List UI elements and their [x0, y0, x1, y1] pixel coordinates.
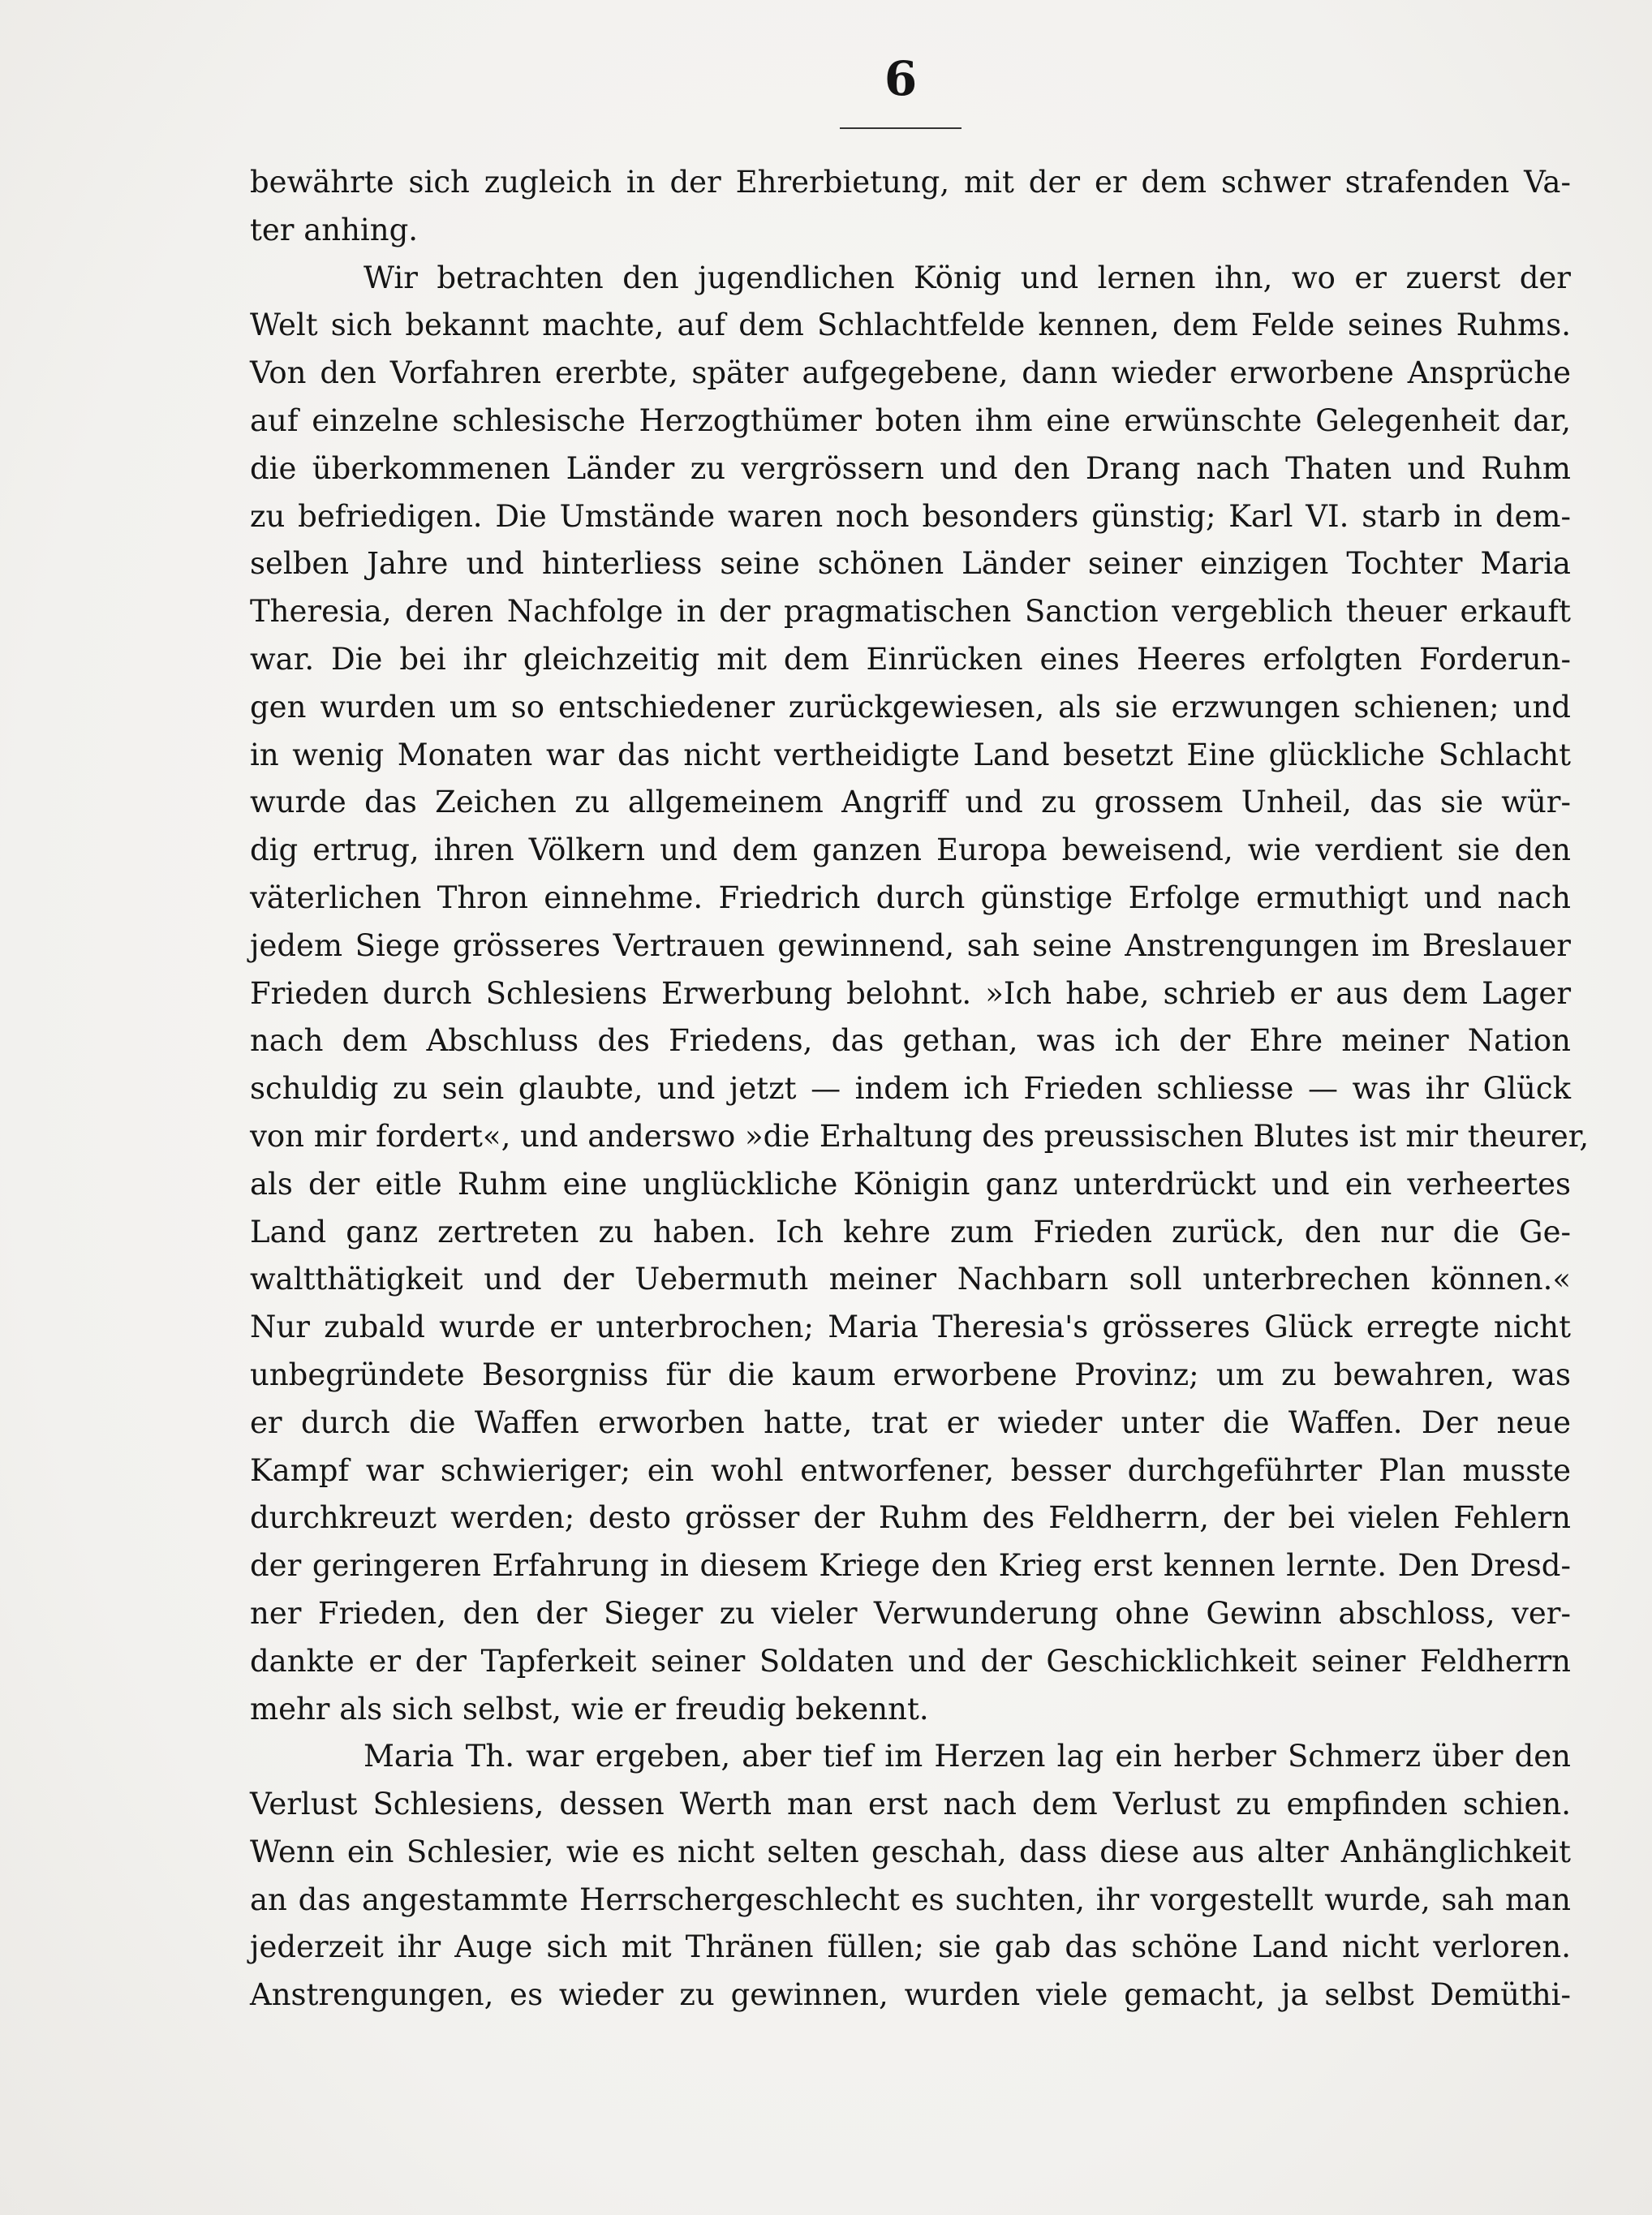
text-line: Welt sich bekannt machte, auf dem Schlachtfelde kennen, dem Felde seines Ruhms.: [250, 308, 1571, 343]
text-line: dankte er der Tapferkeit seiner Soldaten und der Geschicklichkeit seiner Feldherrn: [250, 1643, 1571, 1679]
page-number: 6: [884, 51, 918, 106]
text-line: die überkommenen Länder zu vergrössern und den Drang nach Thaten und Ruhm: [250, 450, 1571, 486]
text-line: bewährte sich zugleich in der Ehrerbietung, mit der er dem schwer strafenden Va-: [250, 165, 1571, 200]
text-line: zu befriedigen. Die Umstände waren noch besonders günstig; Karl VI. starb in dem-: [250, 498, 1571, 534]
text-line: in wenig Monaten war das nicht vertheidigte Land besetzt Eine glückliche Schlacht: [250, 737, 1571, 772]
text-line: Wenn ein Schlesier, wie es nicht selten geschah, dass diese aus alter Anhänglichkeit: [250, 1834, 1571, 1869]
page-number-rule: [840, 127, 962, 129]
text-line: ner Frieden, den der Sieger zu vieler Verwunderung ohne Gewinn abschloss, ver-: [250, 1595, 1571, 1631]
text-line: Land ganz zertreten zu haben. Ich kehre zum Frieden zurück, den nur die Ge-: [250, 1214, 1571, 1249]
text-line: er durch die Waffen erworben hatte, trat er wieder unter die Waffen. Der neue: [250, 1404, 1571, 1440]
text-line: auf einzelne schlesische Herzogthümer boten ihm eine erwünschte Gelegenheit dar,: [250, 402, 1571, 438]
text-line: waltthätigkeit und der Uebermuth meiner Nachbarn soll unterbrechen können.«: [250, 1262, 1571, 1297]
text-line: jedem Siege grösseres Vertrauen gewinnend, sah seine Anstrengungen im Breslauer: [250, 927, 1571, 963]
text-line: Maria Th. war ergeben, aber tief im Herzen lag ein herber Schmerz über den: [364, 1739, 1571, 1774]
text-line: gen wurden um so entschiedener zurückgewiesen, als sie erzwungen schienen; und: [250, 689, 1571, 725]
text-line: der geringeren Erfahrung in diesem Kriege den Krieg erst kennen lernte. Den Dresd-: [250, 1548, 1571, 1584]
body-text: [250, 159, 1590, 2019]
text-line: Nur zubald wurde er unterbrochen; Maria Theresia's grösseres Glück erregte nicht: [250, 1310, 1571, 1345]
text-line: Anstrengungen, es wieder zu gewinnen, wurden viele gemacht, ja selbst Demüthi-: [250, 1977, 1571, 2013]
text-line: als der eitle Ruhm eine unglückliche Königin ganz unterdrückt und ein verheertes: [250, 1166, 1571, 1202]
text-line: wurde das Zeichen zu allgemeinem Angriff und zu grossem Unheil, das sie wür-: [250, 785, 1571, 820]
text-line: dig ertrug, ihren Völkern und dem ganzen Europa beweisend, wie verdient sie den: [250, 832, 1571, 868]
text-line: jederzeit ihr Auge sich mit Thränen füllen; sie gab das schöne Land nicht verloren.: [250, 1929, 1571, 1965]
text-line: väterlichen Thron einnehme. Friedrich durch günstige Erfolge ermuthigt und nach: [250, 880, 1571, 915]
text-line: Wir betrachten den jugendlichen König und lernen ihn, wo er zuerst der: [364, 260, 1571, 295]
text-line: selben Jahre und hinterliess seine schönen Länder seiner einzigen Tochter Maria: [250, 546, 1571, 582]
text-line: von mir fordert«, und anderswo »die Erhaltung des preussischen Blutes ist mir theurer,: [250, 1118, 1590, 1154]
text-line: Theresia, deren Nachfolge in der pragmatischen Sanction vergeblich theuer erkauft: [250, 594, 1571, 630]
text-line: ter anhing.: [250, 212, 419, 247]
text-line: Von den Vorfahren ererbte, später aufgegebene, dann wieder erworbene Ansprüche: [250, 355, 1571, 391]
text-line: nach dem Abschluss des Friedens, das gethan, was ich der Ehre meiner Nation: [250, 1023, 1571, 1059]
text-line: mehr als sich selbst, wie er freudig bekennt.: [250, 1691, 929, 1727]
text-line: durchkreuzt werden; desto grösser der Ruhm des Feldherrn, der bei vielen Fehlern: [250, 1500, 1571, 1536]
text-line: unbegründete Besorgniss für die kaum erworbene Provinz; um zu bewahren, was: [250, 1357, 1571, 1392]
text-line: schuldig zu sein glaubte, und jetzt — indem ich Frieden schliesse — was ihr Glück: [250, 1071, 1571, 1107]
text-line: Frieden durch Schlesiens Erwerbung belohnt. »Ich habe, schrieb er aus dem Lager: [250, 975, 1571, 1011]
text-line: Verlust Schlesiens, dessen Werth man erst nach dem Verlust zu empfinden schien.: [250, 1787, 1571, 1822]
text-line: war. Die bei ihr gleichzeitig mit dem Einrücken eines Heeres erfolgten Forderun-: [250, 641, 1571, 677]
text-line: an das angestammte Herrschergeschlecht es suchten, ihr vorgestellt wurde, sah man: [250, 1882, 1571, 1917]
text-line: Kampf war schwieriger; ein wohl entworfener, besser durchgeführter Plan musste: [250, 1452, 1571, 1488]
